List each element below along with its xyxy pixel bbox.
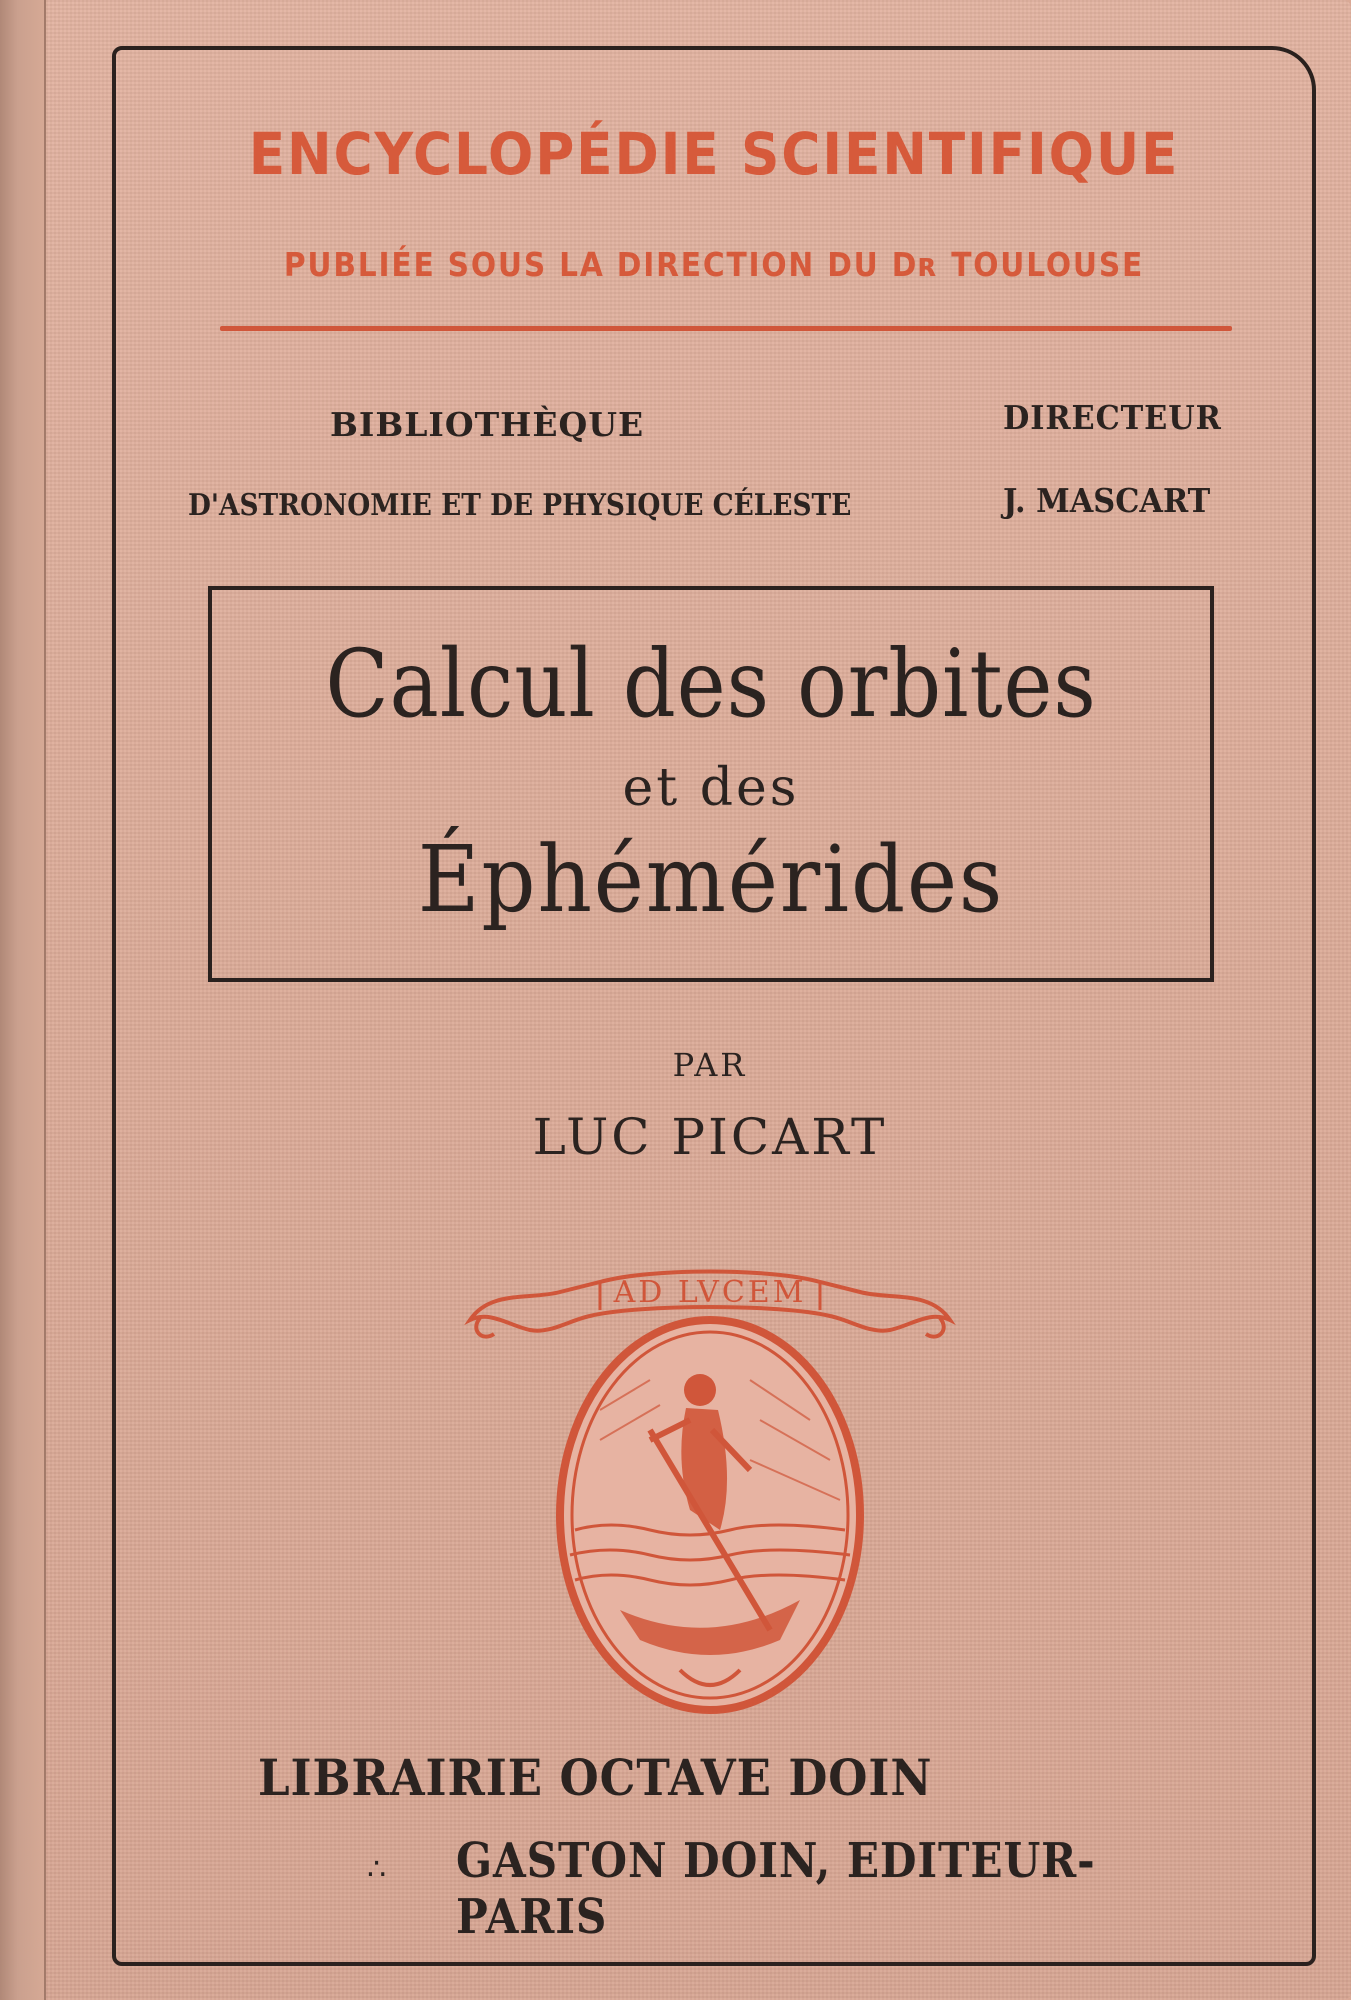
- author-name: LUC PICART: [532, 1108, 888, 1166]
- book-title-line3: Éphémérides: [417, 826, 1005, 933]
- director-label: DIRECTEUR: [1003, 398, 1222, 437]
- series-subtitle: PUBLIÉE SOUS LA DIRECTION DU Dʀ TOULOUSE: [283, 245, 1145, 284]
- book-title-line1: Calcul des orbites: [325, 630, 1097, 739]
- book-title-box: [208, 586, 1214, 982]
- book-spine: [0, 0, 46, 2000]
- book-title-line2: et des: [622, 758, 800, 818]
- ornament-dots: ∴: [367, 1852, 387, 1887]
- publisher-line2: GASTON DOIN, EDITEUR-PARIS: [456, 1833, 1096, 1945]
- author-by-label: PAR: [672, 1046, 748, 1084]
- director-name: J. MASCART: [1003, 481, 1211, 520]
- library-label: BIBLIOTHÈQUE: [330, 405, 645, 444]
- publisher-line1: LIBRAIRIE OCTAVE DOIN: [258, 1748, 933, 1807]
- publisher-emblem-icon: [450, 1230, 970, 1720]
- emblem-motto: AD LVCEM: [613, 1275, 807, 1310]
- red-divider-rule: [220, 326, 1232, 331]
- series-title: ENCYCLOPÉDIE SCIENTIFIQUE: [248, 120, 1180, 188]
- library-name: D'ASTRONOMIE ET DE PHYSIQUE CÉLESTE: [188, 488, 852, 523]
